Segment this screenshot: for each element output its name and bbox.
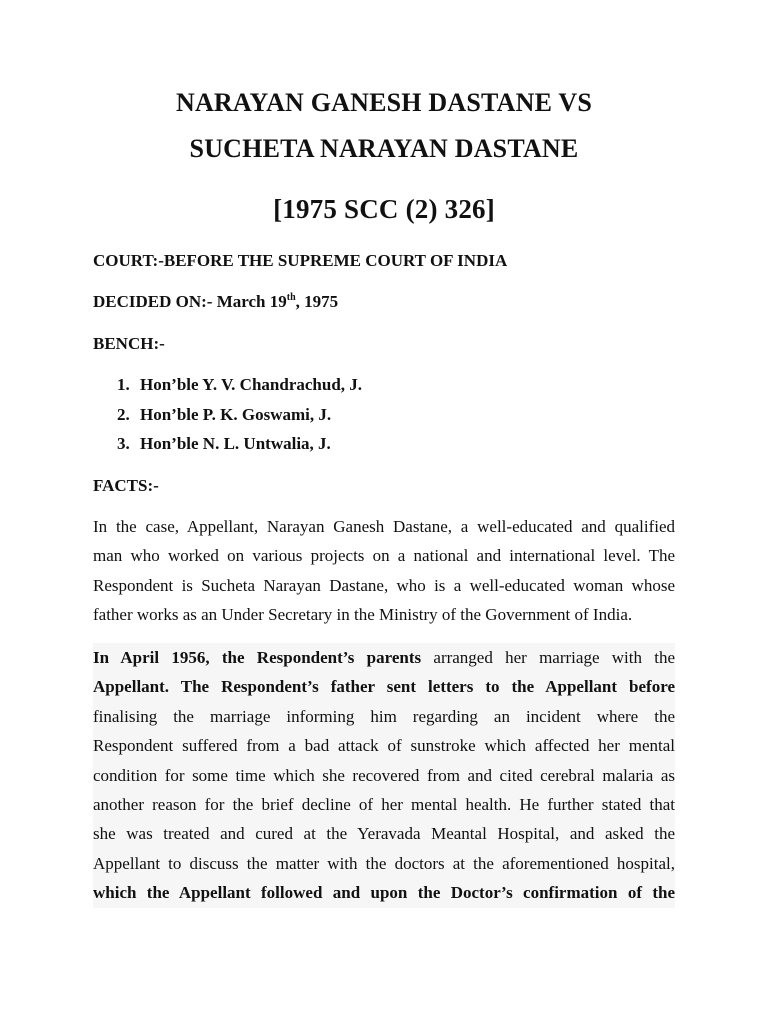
bench-item-number: 2. [117, 404, 130, 424]
facts-paragraph-2 [93, 643, 675, 908]
paragraph-line: she was treated and cured at the Yeravada Meantal Hospital, and asked the [93, 824, 675, 844]
paragraph-text: arranged her marriage with the [421, 648, 675, 667]
paragraph-line: man who worked on various projects on a national and international level. The [93, 546, 675, 566]
paragraph-line: another reason for the brief decline of her mental health. He further stated that [93, 795, 675, 815]
bench-item [117, 405, 362, 435]
decided-on-text: DECIDED ON:- March 19 [93, 292, 287, 311]
case-title-line-1: NARAYAN GANESH DASTANE VS [175, 88, 593, 117]
bench-item-judge: Hon’ble Y. V. Chandrachud, J. [140, 375, 363, 394]
case-title-line-2: SUCHETA NARAYAN DASTANE [189, 134, 579, 163]
paragraph-bold-text: In April 1956, the Respondent’s parents [93, 648, 422, 667]
case-citation: [1975 SCC (2) 326] [273, 194, 495, 224]
bench-list [117, 375, 362, 464]
decided-on-year: , 1975 [295, 292, 339, 311]
bench-item-judge: Hon’ble N. L. Untwalia, J. [140, 434, 331, 453]
paragraph-line: Appellant. The Respondent’s father sent letters to the Appellant before [93, 677, 675, 697]
bench-item-number: 3. [117, 434, 130, 453]
paragraph-line: finalising the marriage informing him regarding an incident where the [93, 706, 675, 726]
bench-item [117, 434, 362, 464]
paragraph-line: In the case, Appellant, Narayan Ganesh Dastane, a well-educated and qualified [93, 517, 675, 536]
bench-item-number: 1. [117, 375, 130, 394]
paragraph-line [93, 643, 675, 672]
paragraph-line: father works as an Under Secretary in the Ministry of the Government of India. [93, 605, 633, 625]
facts-heading: FACTS:- [93, 476, 159, 495]
bench-item-judge: Hon’ble P. K. Goswami, J. [140, 404, 332, 424]
decided-on-superscript: th [286, 292, 296, 303]
paragraph-line: Respondent is Sucheta Narayan Dastane, who is a well-educated woman whose [93, 575, 675, 595]
decided-on-line [93, 292, 338, 312]
paragraph-line: Respondent suffered from a bad attack of sunstroke which affected her mental [93, 736, 675, 756]
court-line: COURT:-BEFORE THE SUPREME COURT OF INDIA [93, 251, 508, 270]
paragraph-line: Appellant to discuss the matter with the doctors at the aforementioned hospital, [93, 853, 675, 873]
bench-heading: BENCH:- [93, 334, 165, 353]
bench-item [117, 375, 362, 405]
paragraph-line: condition for some time which she recovered from and cited cerebral malaria as [93, 765, 675, 785]
facts-paragraph-1 [93, 512, 675, 630]
paragraph-line: which the Appellant followed and upon the Doctor’s confirmation of the [93, 883, 675, 903]
